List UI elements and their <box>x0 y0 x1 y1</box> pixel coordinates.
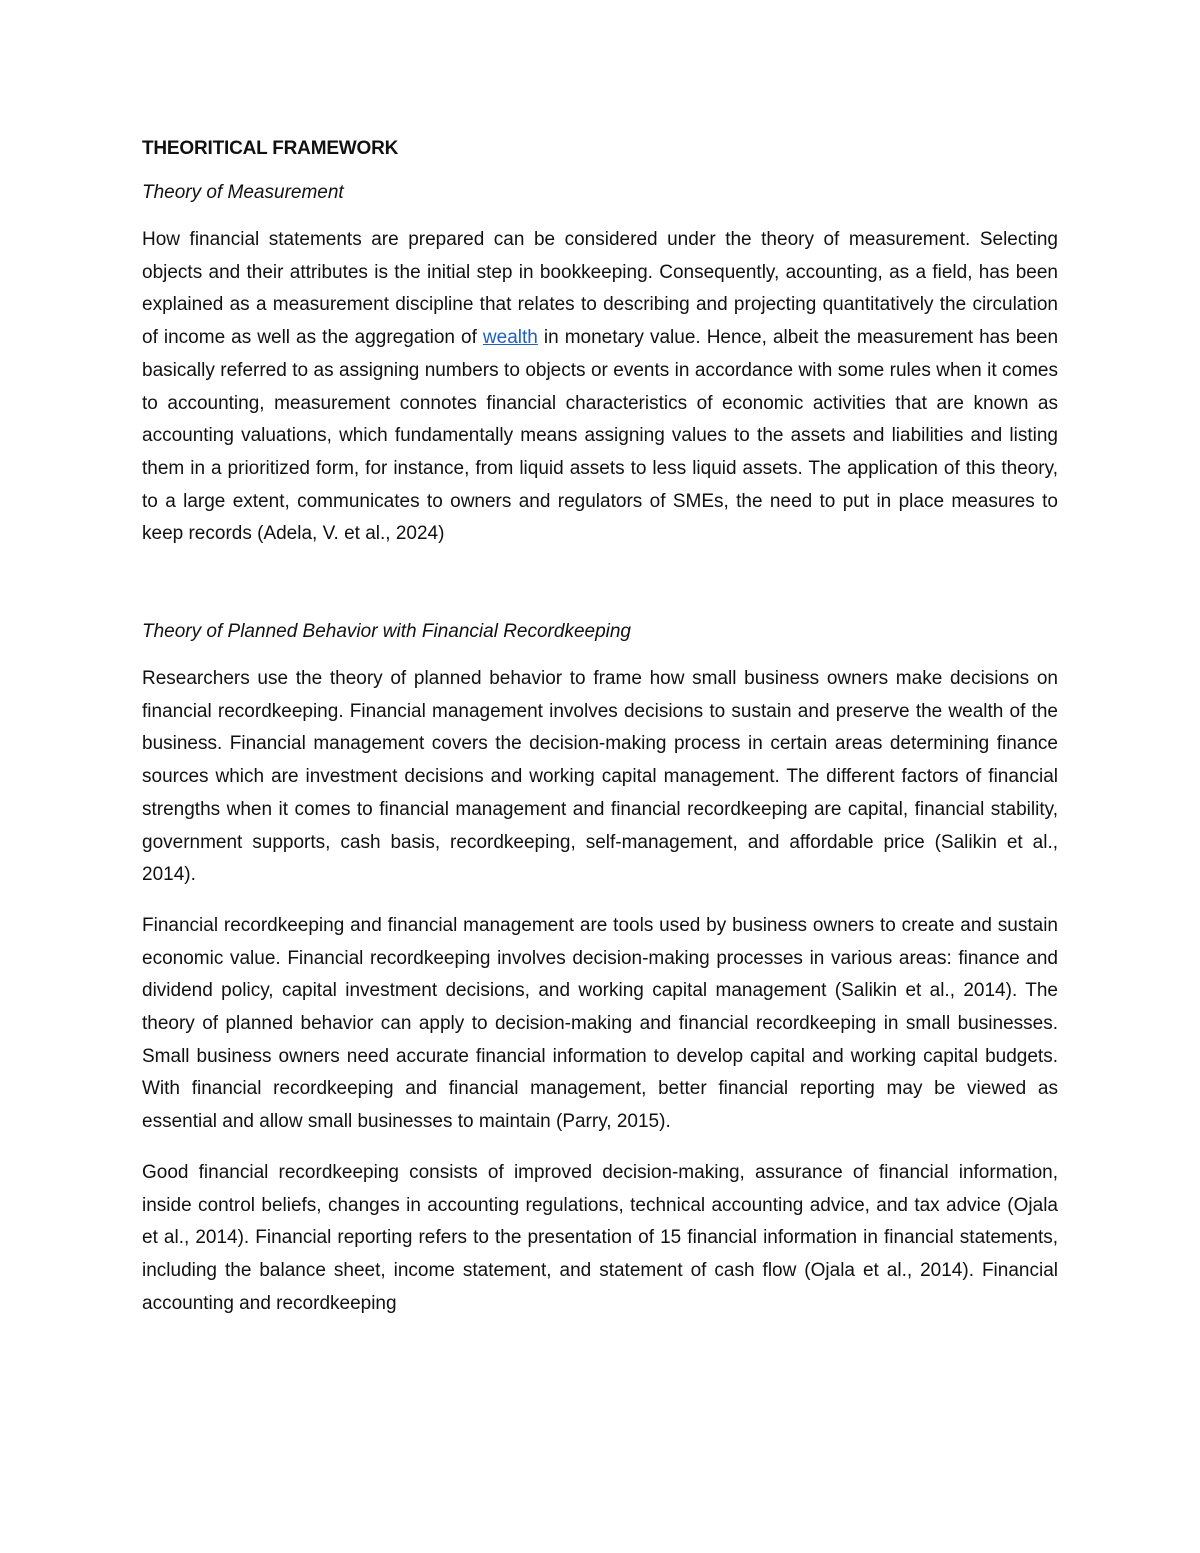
paragraph-planned-behavior-2: Financial recordkeeping and financial management are tools used by business owners to create and sustain economic value. Financial recordkeeping involves decision-making processes in various areas: finance and dividend policy, capital investment decisions, and working capital management (Salikin et al., 2014). The theory of planned behavior can apply to decision-making and financial recordkeeping in small businesses. Small business owners need accurate financial information to develop capital and working capital budgets. With financial recordkeeping and financial management, better financial reporting may be viewed as essential and allow small businesses to maintain (Parry, 2015). <box>142 914 1058 1133</box>
paragraph-text: How financial statements are prepared can be considered under the theory of measurement. Selecting objects and their attributes is the initial step in bookkeeping. Consequently, accounting, as a field, has been explained as a measurement discipline that relates to describing and projecting quantitatively the circulation of income as well as the aggregation of <box>142 229 1058 349</box>
paragraph-planned-behavior-1: Researchers use the theory of planned behavior to frame how small business owners make decisions on financial recordkeeping. Financial management involves decisions to sustain and preserve the wealth of the business. Financial management covers the decision-making process in certain areas determining finance sources which are investment decisions and working capital management. The different factors of financial strengths when it comes to financial management and financial recordkeeping are capital, financial stability, government supports, cash basis, recordkeeping, self-management, and affordable price (Salikin et al., 2014). <box>142 668 1058 886</box>
document-page <box>142 138 1058 1320</box>
section-spacer <box>142 569 1058 621</box>
paragraph-planned-behavior-3: Good financial recordkeeping consists of improved decision-making, assurance of financial information, inside control beliefs, changes in accounting regulations, technical accounting advice, and tax advice (Ojala et al., 2014). Financial reporting refers to the presentation of 15 financial information in financial statements, including the balance sheet, income statement, and statement of cash flow (Ojala et al., 2014). Financial accounting and recordkeeping <box>142 1161 1058 1314</box>
section-heading-planned-behavior: Theory of Planned Behavior with Financial Recordkeeping <box>142 621 631 643</box>
document-title: THEORITICAL FRAMEWORK <box>142 138 399 159</box>
section-heading-measurement: Theory of Measurement <box>142 182 344 203</box>
wealth-link[interactable]: wealth <box>482 327 538 349</box>
paragraph-measurement <box>142 224 1058 551</box>
paragraph-text: in monetary value. Hence, albeit the measurement has been basically referred to as assigning numbers to objects or events in accordance with some rules when it comes to accounting, measurement connotes financial characteristics of economic activities that are known as accounting valuations, which fundamentally means assigning values to the assets and liabilities and listing them in a prioritized form, for instance, from liquid assets to less liquid assets. The application of this theory, to a large extent, communicates to owners and regulators of SMEs, the need to put in place measures to keep records (Adela, V. et al., 2024) <box>142 327 1059 545</box>
